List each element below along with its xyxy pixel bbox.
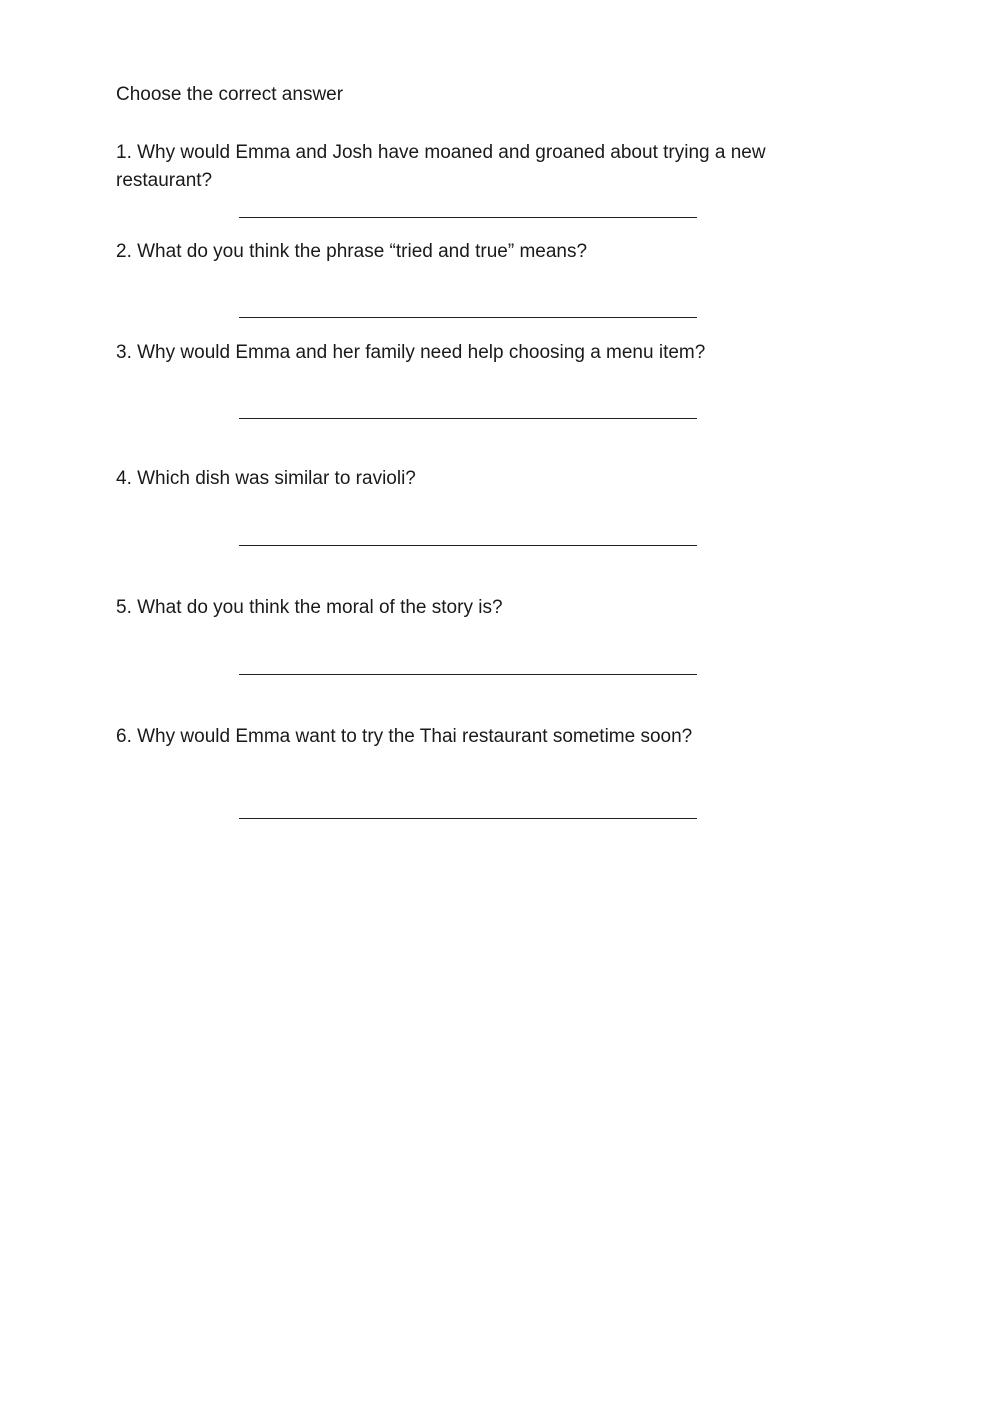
question-5: 5. What do you think the moral of the story is? — [116, 597, 503, 618]
instruction-text: Choose the correct answer — [116, 84, 344, 105]
answer-line-4[interactable] — [239, 545, 697, 546]
answer-line-2[interactable] — [239, 317, 697, 318]
question-1: 1. Why would Emma and Josh have moaned and groaned about trying a new restaurant? — [116, 142, 766, 191]
question-6: 6. Why would Emma want to try the Thai restaurant sometime soon? — [116, 726, 693, 747]
question-3: 3. Why would Emma and her family need help choosing a menu item? — [116, 342, 706, 363]
answer-line-3[interactable] — [239, 418, 697, 419]
answer-line-5[interactable] — [239, 674, 697, 675]
question-4: 4. Which dish was similar to ravioli? — [116, 468, 416, 489]
answer-line-1[interactable] — [239, 217, 697, 218]
answer-line-6[interactable] — [239, 818, 697, 819]
question-2: 2. What do you think the phrase “tried and true” means? — [116, 241, 588, 262]
